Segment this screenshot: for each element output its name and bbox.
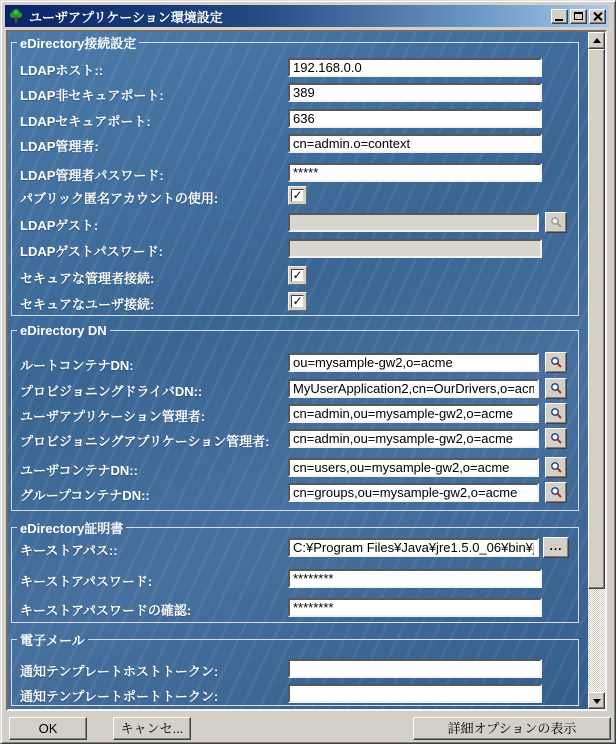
window-title: ユーザアプリケーション環境設定: [29, 9, 223, 25]
user-container-dn-search-button[interactable]: [545, 457, 567, 478]
secure-user-label: セキュアなユーザ接続:: [20, 297, 155, 312]
notify-template-host-label: 通知テンプレートホストトークン:: [20, 664, 219, 679]
advanced-options-button[interactable]: 詳細オプションの表示: [413, 717, 611, 740]
minimize-button[interactable]: [551, 9, 568, 24]
public-anonymous-checkbox[interactable]: [288, 186, 307, 205]
scroll-viewport: [6, 30, 607, 711]
root-container-dn-input[interactable]: [288, 353, 539, 372]
ldap-guest-password-label: LDAPゲストパスワード:: [20, 244, 163, 259]
provisioning-app-admin-input[interactable]: [288, 429, 539, 448]
maximize-icon: [574, 12, 583, 20]
section-legend: eDirectory DN: [20, 323, 107, 338]
settings-form: [8, 32, 588, 709]
ldap-admin-password-label: LDAP管理者パスワード:: [20, 168, 164, 183]
ldap-guest-search-button: [545, 212, 567, 233]
ldap-host-label: LDAPホスト::: [20, 63, 104, 78]
ok-button[interactable]: OK: [9, 717, 87, 740]
provisioning-app-admin-search-button[interactable]: [545, 428, 567, 449]
keystore-password-confirm-input[interactable]: [288, 598, 542, 617]
keystore-password-input[interactable]: [288, 569, 542, 588]
ldap-nonsecure-port-label: LDAP非セキュアポート:: [20, 88, 164, 103]
secure-admin-checkbox[interactable]: [288, 266, 307, 285]
section-legend: 電子メール: [20, 633, 85, 648]
search-icon: [550, 382, 563, 395]
ldap-secure-port-label: LDAPセキュアポート:: [20, 114, 151, 129]
user-app-admin-search-button[interactable]: [545, 403, 567, 424]
keystore-path-input[interactable]: [288, 538, 539, 557]
root-container-dn-search-button[interactable]: [545, 352, 567, 373]
provisioning-app-admin-label: プロビジョニングアプリケーション管理者:: [20, 434, 270, 449]
group-container-dn-search-button[interactable]: [545, 482, 567, 503]
minimize-icon: [555, 19, 563, 21]
search-icon: [550, 486, 563, 499]
checkmark-icon: ✓: [292, 268, 303, 282]
ldap-secure-port-input[interactable]: [288, 109, 542, 128]
provisioning-driver-dn-input[interactable]: [288, 379, 539, 398]
scrollbar-up-button[interactable]: [588, 32, 605, 49]
ellipsis-icon: ...: [549, 538, 563, 553]
arrow-up-icon: [593, 38, 601, 43]
keystore-path-browse-button[interactable]: [543, 537, 569, 558]
provisioning-driver-dn-search-button[interactable]: [545, 378, 567, 399]
section-legend: eDirectory証明書: [20, 521, 124, 536]
ldap-guest-input[interactable]: [288, 213, 539, 232]
checkmark-icon: ✓: [292, 188, 303, 202]
secure-admin-label: セキュアな管理者接続:: [20, 271, 155, 286]
maximize-button[interactable]: [570, 9, 587, 24]
ldap-admin-label: LDAP管理者:: [20, 139, 99, 154]
root-container-dn-label: ルートコンテナDN:: [20, 358, 134, 373]
public-anonymous-label: パブリック匿名アカウントの使用:: [20, 191, 219, 206]
ldap-guest-label: LDAPゲスト:: [20, 218, 99, 233]
search-icon: [550, 216, 563, 229]
group-container-dn-label: グループコンテナDN::: [20, 488, 150, 503]
close-button[interactable]: [589, 9, 606, 24]
keystore-password-label: キーストアパスワード:: [20, 574, 153, 589]
search-icon: [550, 461, 563, 474]
arrow-down-icon: [593, 699, 601, 704]
scrollbar-thumb[interactable]: [588, 49, 605, 589]
user-container-dn-label: ユーザコンテナDN::: [20, 463, 138, 478]
group-container-dn-input[interactable]: [288, 483, 539, 502]
notify-template-host-input[interactable]: [288, 659, 542, 678]
cancel-button[interactable]: キャンセ...: [113, 717, 191, 740]
ldap-admin-password-input[interactable]: [288, 163, 542, 182]
user-app-admin-label: ユーザアプリケーション管理者:: [20, 409, 206, 424]
ldap-host-input[interactable]: [288, 58, 542, 77]
vertical-scrollbar: [588, 32, 605, 709]
keystore-path-label: キーストアパス::: [20, 543, 118, 558]
secure-user-checkbox[interactable]: [288, 292, 307, 311]
tree-icon: [8, 8, 24, 24]
provisioning-driver-dn-label: プロビジョニングドライバDN::: [20, 384, 203, 399]
search-icon: [550, 407, 563, 420]
user-container-dn-input[interactable]: [288, 458, 539, 477]
ldap-admin-input[interactable]: [288, 134, 542, 153]
search-icon: [550, 356, 563, 369]
user-app-admin-input[interactable]: [288, 404, 539, 423]
close-icon: [592, 11, 603, 22]
keystore-password-confirm-label: キーストアパスワードの確認:: [20, 603, 192, 618]
title-bar: [5, 5, 609, 27]
search-icon: [550, 432, 563, 445]
ldap-nonsecure-port-input[interactable]: [288, 83, 542, 102]
notify-template-port-label: 通知テンプレートポートトークン:: [20, 689, 219, 704]
section-legend: eDirectory接続設定: [20, 36, 137, 51]
ldap-guest-password-input[interactable]: [288, 239, 542, 258]
notify-template-port-input[interactable]: [288, 684, 542, 703]
checkmark-icon: ✓: [292, 294, 303, 308]
scrollbar-down-button[interactable]: [588, 692, 605, 709]
